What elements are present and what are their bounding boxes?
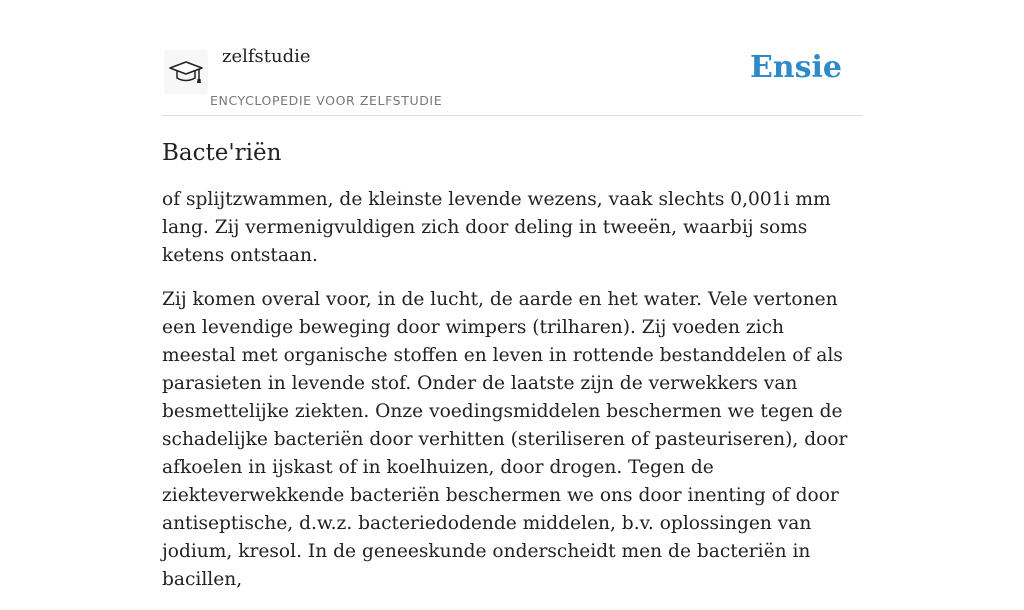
site-tagline: ENCYCLOPEDIE VOOR ZELFSTUDIE: [210, 93, 443, 108]
page: [162, 0, 862, 610]
graduation-cap-icon: [168, 56, 204, 88]
article-paragraph: Zij komen overal voor, in de lucht, de aarde en het water. Vele vertonen een levendige beweging door wimpers (trilharen). Zij voeden zich meestal met organische stoffen en leven in rottende bestanddelen of als parasieten in levende stof. Onder de laatste zijn de verwekkers van besmettelijke ziekten. Onze voedingsmiddelen beschermen we tegen de schadelijke bacteriën door verhitten (steriliseren of pasteuriseren), door afkoelen in ijskast of in koelhuizen, door drogen. Tegen de ziekteverwekkende bacteriën beschermen we ons door inenting of door antiseptische, d.w.z. bacteriedodende middelen, b.v. oplossingen van jodium, kresol. In de geneeskunde onderscheidt men de bacteriën in bacillen,: [162, 289, 848, 590]
article-paragraph: of splijtzwammen, de kleinste levende wezens, vaak slechts 0,001i mm lang. Zij vermenigvuldigen zich door deling in tweeën, waarbij soms ketens ontstaan.: [162, 189, 831, 266]
logo[interactable]: [164, 50, 208, 94]
site-name-link[interactable]: zelfstudie: [222, 46, 311, 67]
ensie-brand-link[interactable]: Ensie: [749, 50, 842, 85]
article-title: Bacte'riën: [162, 140, 282, 166]
site-header: [162, 0, 862, 116]
article: [162, 140, 862, 594]
